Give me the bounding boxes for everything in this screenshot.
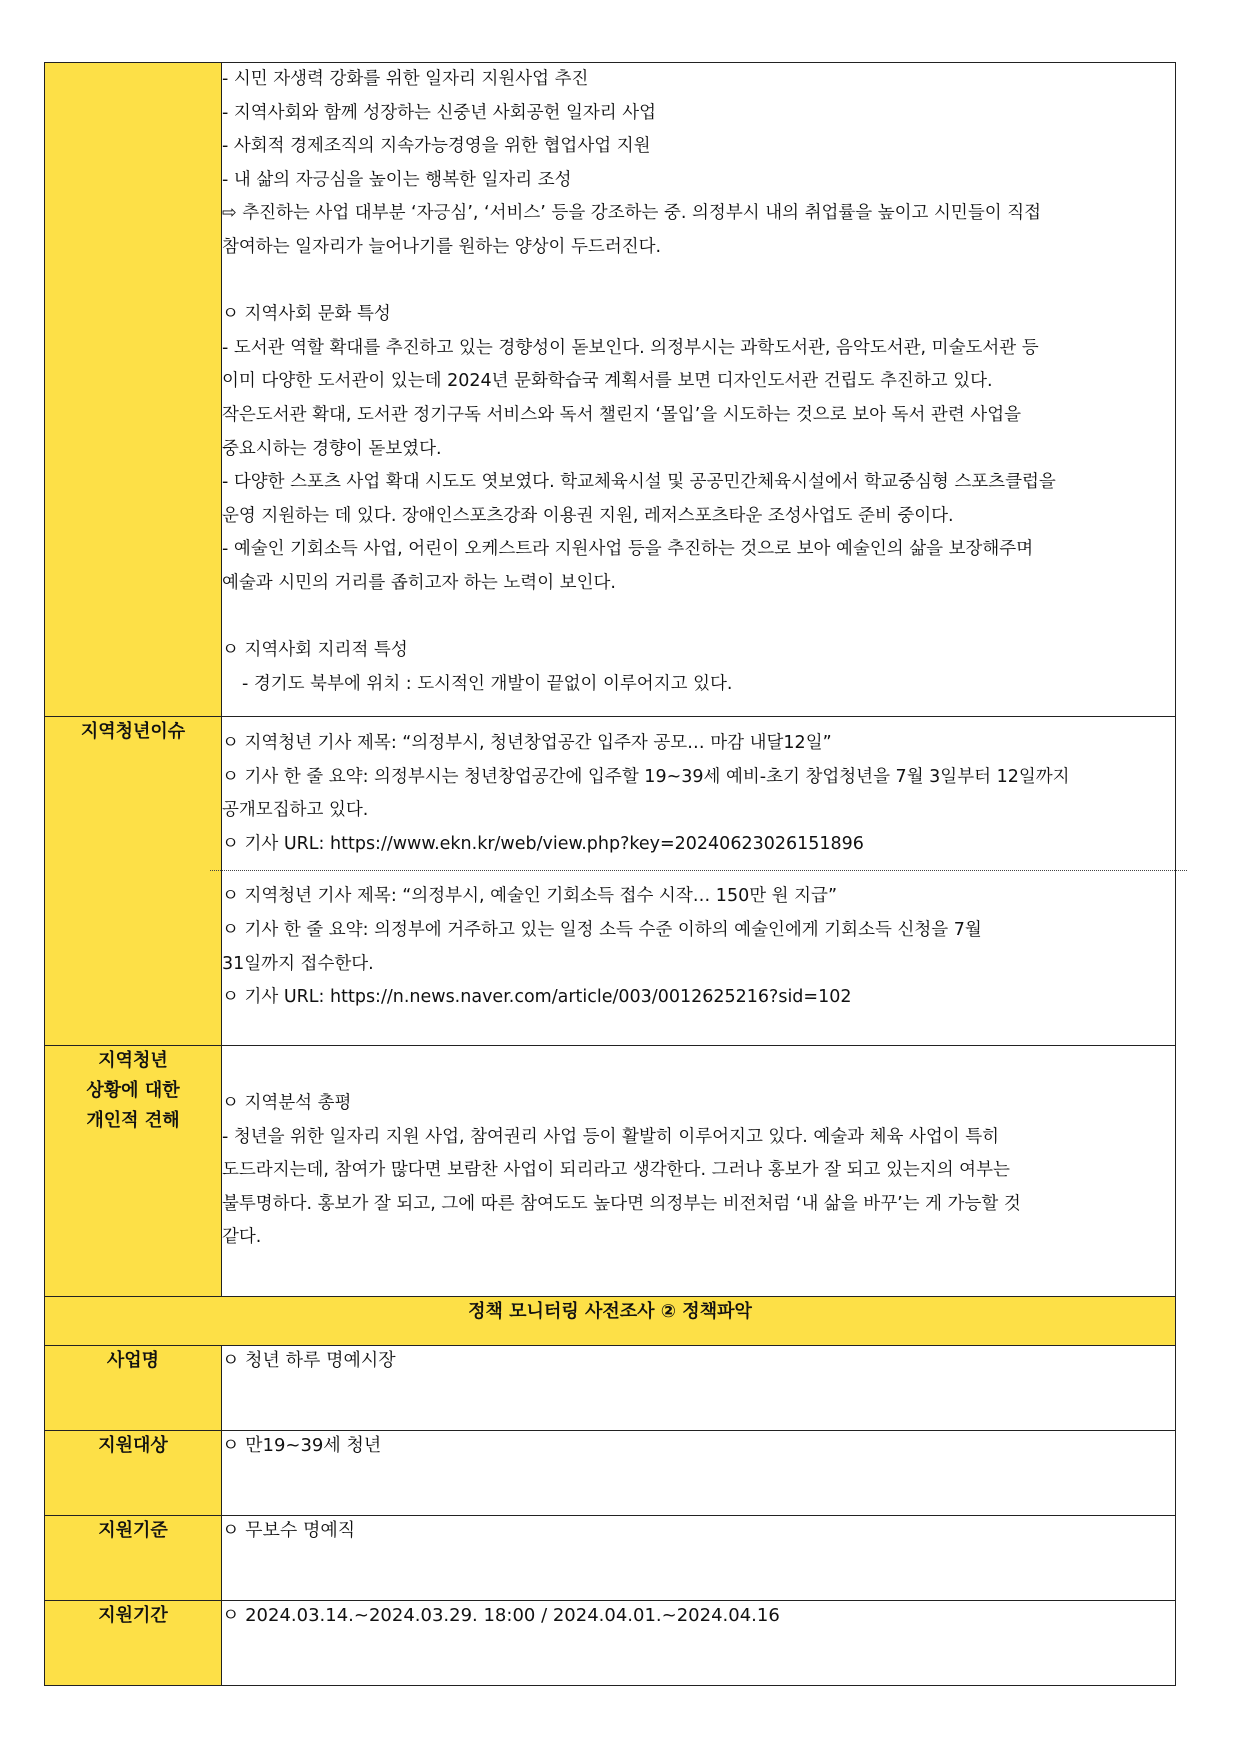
section-label-empty [45, 63, 222, 717]
policy-value: ㅇ 만19~39세 청년 [222, 1431, 1176, 1516]
article1-summary: ㅇ 기사 한 줄 요약: 의정부시는 청년창업공간에 입주할 19~39세 예비-초기 창업청년을 7월 3일부터 12일까지 [222, 766, 1070, 787]
text-line: - 내 삶의 자긍심을 높이는 행복한 일자리 조성 [222, 169, 572, 190]
policy-label: 지원기준 [45, 1516, 222, 1601]
opinion-label-line: 상황에 대한 [86, 1080, 180, 1101]
article1-title: ㅇ 지역청년 기사 제목: “의정부시, 청년창업공간 입주자 공모… 마감 내달12일” [222, 733, 832, 753]
policy-row [45, 1346, 1176, 1431]
policy-value: ㅇ 청년 하루 명예시장 [222, 1346, 1176, 1431]
policy-value: ㅇ 2024.03.14.~2024.03.29. 18:00 / 2024.04.01.~2024.04.16 [222, 1601, 1176, 1686]
text-line: 같다. [222, 1227, 262, 1248]
geography-heading: ㅇ 지역사회 지리적 특성 [222, 640, 408, 661]
blank-line [222, 601, 1175, 635]
policy-row [45, 1601, 1176, 1686]
text-line: - 예술인 기회소득 사업, 어린이 오케스트라 지원사업 등을 추진하는 것으로 보아 예술인의 삶을 보장해주며 [222, 539, 1034, 560]
article1-summary-cont: 공개모집하고 있다. [222, 800, 369, 821]
text-line: ⇨ 추진하는 사업 대부분 ‘자긍심’, ‘서비스’ 등을 강조하는 중. 의정부시 내의 취업률을 높이고 시민들이 직접 [222, 203, 1042, 224]
youth-issue-content [222, 717, 1176, 1046]
youth-issue-row [45, 717, 1176, 1046]
policy-row [45, 1516, 1176, 1601]
article2-summary: ㅇ 기사 한 줄 요약: 의정부에 거주하고 있는 일정 소득 수준 이하의 예술인에게 기회소득 신청을 7월 [222, 919, 982, 940]
opinion-content [222, 1046, 1176, 1297]
policy-label: 지원대상 [45, 1431, 222, 1516]
opinion-label-line: 지역청년 [98, 1050, 168, 1071]
policy-row [45, 1431, 1176, 1516]
text-line: - 사회적 경제조직의 지속가능경영을 위한 협업사업 지원 [222, 136, 651, 157]
community-content [222, 63, 1176, 717]
opinion-label [45, 1046, 222, 1297]
text-line: 이미 다양한 도서관이 있는데 2024년 문화학습국 계획서를 보면 디자인도서관 건립도 추진하고 있다. [222, 371, 993, 392]
article2-url: ㅇ 기사 URL: https://n.news.naver.com/article/003/0012625216?sid=102 [222, 987, 852, 1008]
policy-value: ㅇ 무보수 명예직 [222, 1516, 1176, 1601]
text-line: - 청년을 위한 일자리 지원 사업, 참여권리 사업 등이 활발히 이루어지고 있다. 예술과 체육 사업이 특히 [222, 1126, 1000, 1147]
text-line: - 지역사회와 함께 성장하는 신중년 사회공헌 일자리 사업 [222, 102, 657, 123]
report-table [44, 62, 1176, 1686]
text-line: 작은도서관 확대, 도서관 정기구독 서비스와 독서 챌린지 ‘몰입’을 시도하는 것으로 보아 독서 관련 사업을 [222, 404, 1022, 425]
opinion-label-line: 개인적 견해 [86, 1110, 180, 1131]
text-line: 예술과 시민의 거리를 좁히고자 하는 노력이 보인다. [222, 572, 616, 593]
text-line: 도드라지는데, 참여가 많다면 보람찬 사업이 되리라고 생각한다. 그러나 홍보가 잘 되고 있는지의 여부는 [222, 1160, 1010, 1181]
geography-line: - 경기도 북부에 위치 : 도시적인 개발이 끝없이 이루어지고 있다. [242, 673, 733, 694]
dotted-divider [210, 870, 1187, 871]
text-line: - 다양한 스포츠 사업 확대 시도도 엿보였다. 학교체육시설 및 공공민간체육시설에서 학교중심형 스포츠클럽을 [222, 472, 1056, 493]
document-page [44, 62, 1176, 1686]
policy-label: 지원기간 [45, 1601, 222, 1686]
text-line: 불투명하다. 홍보가 잘 되고, 그에 따른 참여도도 높다면 의정부는 비전처럼 ‘내 삶을 바꾸’는 게 가능할 것 [222, 1193, 1021, 1214]
youth-issue-label: 지역청년이슈 [45, 717, 222, 1046]
blank-line [222, 265, 1175, 299]
section-banner: 정책 모니터링 사전조사 ② 정책파악 [45, 1297, 1176, 1346]
text-line: 중요시하는 경향이 돋보였다. [222, 438, 442, 459]
article2-summary-cont: 31일까지 접수한다. [222, 953, 374, 974]
text-line: 참여하는 일자리가 늘어나기를 원하는 양상이 두드러진다. [222, 236, 662, 257]
opinion-heading: ㅇ 지역분석 총평 [222, 1093, 352, 1114]
text-line: - 시민 자생력 강화를 위한 일자리 지원사업 추진 [222, 69, 589, 89]
opinion-row [45, 1046, 1176, 1297]
article2-title: ㅇ 지역청년 기사 제목: “의정부시, 예술인 기회소득 접수 시작… 150만 원 지급” [222, 886, 838, 907]
banner-row [45, 1297, 1176, 1346]
culture-heading: ㅇ 지역사회 문화 특성 [222, 304, 391, 325]
text-line: - 도서관 역할 확대를 추진하고 있는 경향성이 돋보인다. 의정부시는 과학도서관, 음악도서관, 미술도서관 등 [222, 337, 1039, 358]
article1-url: ㅇ 기사 URL: https://www.ekn.kr/web/view.php?key=20240623026151896 [222, 833, 864, 854]
policy-label: 사업명 [45, 1346, 222, 1431]
text-line: 운영 지원하는 데 있다. 장애인스포츠강좌 이용권 지원, 레저스포츠타운 조성사업도 준비 중이다. [222, 505, 954, 526]
section-community-row [45, 63, 1176, 717]
